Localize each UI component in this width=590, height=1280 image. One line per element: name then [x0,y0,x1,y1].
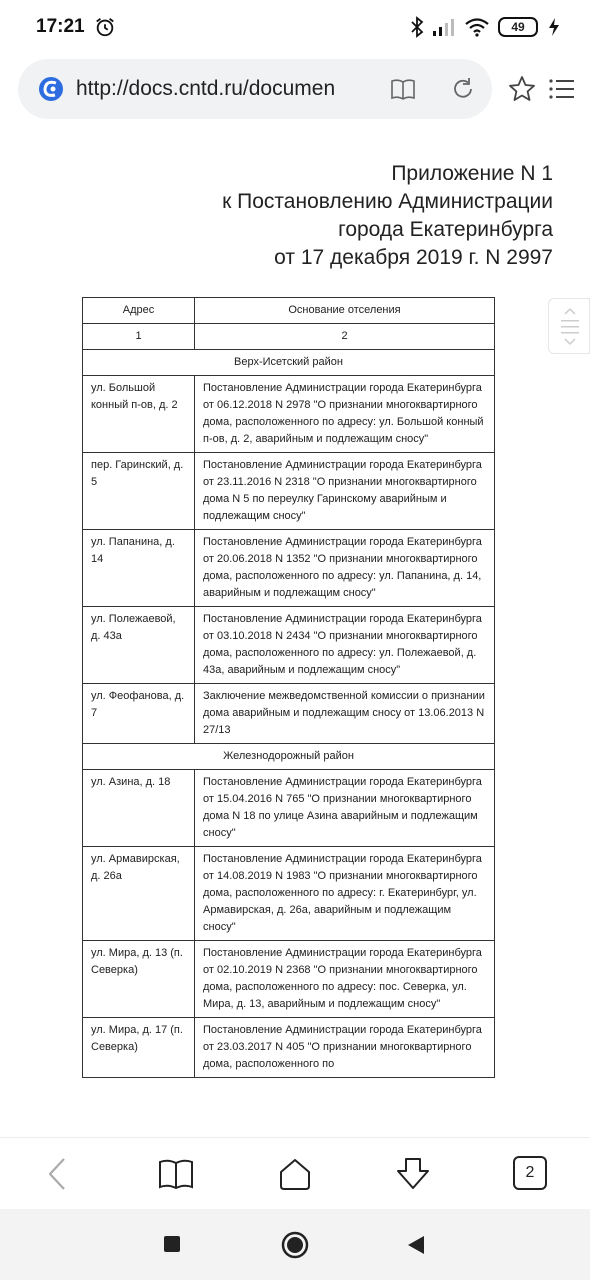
table-row [83,1018,495,1078]
header-line: Приложение N 1 [391,162,553,185]
column-header-basis: Основание отселения [195,298,495,324]
address-cell: ул. Азина, д. 18 [83,770,195,847]
status-bar [0,0,590,56]
address-cell: пер. Гаринский, д. 5 [83,453,195,530]
address-cell: ул. Полежаевой, д. 43а [83,607,195,684]
basis-cell: Постановление Администрации города Екатеринбурга от 03.10.2018 N 2434 "О признании многоквартирного дома, расположенного по адресу: ул. Полежаевой, д. 43а, аварийным и подлежащим сносу" [195,607,495,684]
relocation-table [82,297,495,1078]
browser-toolbar [0,1137,590,1209]
table-row [83,376,495,453]
battery-level: 49 [511,20,525,34]
document-header [222,160,553,272]
recents-icon[interactable] [163,1235,181,1253]
column-number: 1 [83,324,195,350]
basis-cell: Постановление Администрации города Екатеринбурга от 23.03.2017 N 405 "О признании многоквартирного дома, расположенного по [195,1018,495,1078]
table-row [83,770,495,847]
district-name: Верх-Исетский район [83,350,495,376]
header-line: от 17 декабря 2019 г. N 2997 [274,246,553,269]
browser-logo-icon [36,74,66,104]
table-row [83,530,495,607]
bookmarks-icon[interactable] [158,1156,194,1192]
home-circle-icon[interactable] [281,1231,309,1259]
district-row [83,350,495,376]
download-icon[interactable] [395,1156,431,1192]
alarm-icon [94,16,116,38]
basis-cell: Постановление Администрации города Екатеринбурга от 23.11.2016 N 2318 "О признании многоквартирного дома N 5 по переулку Гаринскому аварийным и подлежащим сносу" [195,453,495,530]
menu-icon[interactable] [548,77,576,101]
tab-count-button[interactable] [513,1156,547,1190]
wifi-icon [464,17,490,37]
address-cell: ул. Феофанова, д. 7 [83,684,195,744]
address-cell: ул. Большой конный п-ов, д. 2 [83,376,195,453]
basis-cell: Постановление Администрации города Екатеринбурга от 06.12.2018 N 2978 "О признании многоквартирного дома, расположенного по адресу: ул. Большой конный п-ов, д. 2, аварийным и подлежащим сносу" [195,376,495,453]
scroll-grip-icon [549,299,590,355]
table-row [83,453,495,530]
table-number-row [83,324,495,350]
address-cell: ул. Мира, д. 17 (п. Северка) [83,1018,195,1078]
address-cell: ул. Мира, д. 13 (п. Северка) [83,941,195,1018]
address-cell: ул. Папанина, д. 14 [83,530,195,607]
table-row [83,847,495,941]
basis-cell: Постановление Администрации города Екатеринбурга от 14.08.2019 N 1983 "О признании многоквартирного дома, расположенного по адресу: г. Екатеринбург, ул. Армавирская, д. 26а, аварийным и подлежащим сносу" [195,847,495,941]
basis-cell: Заключение межведомственной комиссии о признании дома аварийным и подлежащим сносу от 13.06.2013 N 27/13 [195,684,495,744]
district-name: Железнодорожный район [83,744,495,770]
home-icon[interactable] [277,1156,313,1192]
system-nav-bar [0,1209,590,1280]
reload-icon[interactable] [450,76,476,102]
address-cell: ул. Армавирская, д. 26а [83,847,195,941]
table-row [83,684,495,744]
header-line: к Постановлению Администрации [222,190,553,213]
bluetooth-icon [410,16,424,38]
bookmark-star-icon[interactable] [508,75,536,103]
address-bar[interactable] [18,59,492,119]
basis-cell: Постановление Администрации города Екатеринбурга от 20.06.2018 N 1352 "О признании многоквартирного дома, расположенного по адресу: ул. Папанина, д. 14, аварийным и подлежащим сносу" [195,530,495,607]
reader-mode-icon[interactable] [390,77,416,101]
table-row [83,607,495,684]
charging-icon [546,17,562,37]
table-row [83,941,495,1018]
scroll-handle[interactable] [548,298,590,354]
basis-cell: Постановление Администрации города Екатеринбурга от 15.04.2016 N 765 "О признании многоквартирного дома N 18 по улице Азина аварийным и подлежащим сносу" [195,770,495,847]
signal-icon [432,17,456,37]
basis-cell: Постановление Администрации города Екатеринбурга от 02.10.2019 N 2368 "О признании многоквартирного дома, расположенного по адресу: пос. Северка, ул. Мира, д. 13, аварийным и подлежащим сносу" [195,941,495,1018]
district-row [83,744,495,770]
tab-count: 2 [525,1164,535,1181]
back-icon[interactable] [40,1156,76,1192]
status-time: 17:21 [36,16,85,37]
column-header-address: Адрес [83,298,195,324]
battery-icon [498,17,538,37]
url-text[interactable]: http://docs.cntd.ru/documen [76,77,336,100]
column-number: 2 [195,324,495,350]
table-header-row [83,298,495,324]
back-triangle-icon[interactable] [406,1234,426,1256]
header-line: города Екатеринбурга [338,218,553,241]
